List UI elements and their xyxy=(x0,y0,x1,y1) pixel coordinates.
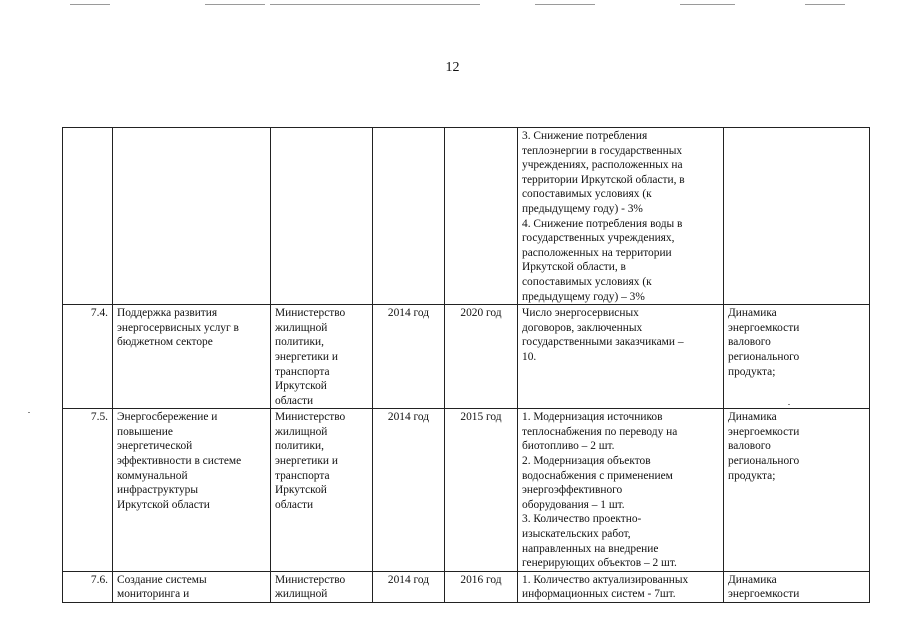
end-year-cell xyxy=(445,128,518,305)
cell-text-line: политики, xyxy=(275,336,324,349)
cell-text-line: энергоемкости xyxy=(728,425,800,438)
cell-text-line: энергетики и xyxy=(275,350,338,363)
indicators-cell xyxy=(518,128,724,305)
end-year-cell xyxy=(445,409,518,572)
indicators-cell xyxy=(518,409,724,572)
cell-text-line: энергоемкости xyxy=(728,588,800,601)
cell-text-line: Динамика xyxy=(728,307,777,320)
cell-text-line: Поддержка развития xyxy=(117,307,218,320)
cell-text-line: оборудования – 1 шт. xyxy=(522,498,625,511)
cell-text-line: расположенных на территории xyxy=(522,246,672,259)
cell-text-line: Министерство xyxy=(275,573,346,586)
cell-text-line: энергоэффективного xyxy=(522,484,623,497)
scan-speck xyxy=(788,404,790,405)
cell-text-line: Динамика xyxy=(728,573,777,586)
cell-text-line: территории Иркутской области, в xyxy=(522,173,685,186)
cell-text-line: эффективности в системе xyxy=(117,455,242,468)
cell-text-line: государственных учреждениях, xyxy=(522,232,675,245)
cell-text: 2020 год xyxy=(460,307,502,320)
cell-text: 7.4. xyxy=(90,307,108,320)
cell-text-line: транспорта xyxy=(275,469,330,482)
measures-table xyxy=(62,127,870,603)
cell-text-line: Иркутской xyxy=(275,380,327,393)
cell-text-line: мониторинга и xyxy=(117,588,190,601)
cell-text-line: Иркутской области, в xyxy=(522,261,626,274)
start-year-cell xyxy=(373,571,445,602)
end-year-cell xyxy=(445,305,518,409)
cell-text-line: области xyxy=(275,498,314,511)
cell-text-line: сопоставимых условиях (к xyxy=(522,275,652,288)
cell-text-line: энергоемкости xyxy=(728,321,800,334)
cell-text: 2014 год xyxy=(387,411,430,424)
end-year-cell xyxy=(445,571,518,602)
item-number-cell xyxy=(63,128,113,305)
cell-text-line: энергетической xyxy=(117,440,193,453)
cell-text-line: биотопливо – 2 шт. xyxy=(522,440,615,453)
result-cell xyxy=(724,128,870,305)
cell-text-line: теплоэнергии в государственных xyxy=(522,144,683,157)
result-cell xyxy=(724,305,870,409)
executor-cell xyxy=(271,571,373,602)
cell-text-line: политики, xyxy=(275,440,324,453)
table-row xyxy=(63,128,870,305)
cell-text-line: Иркутской области xyxy=(117,498,210,511)
indicators-cell xyxy=(518,305,724,409)
cell-text-line: инфраструктуры xyxy=(117,484,198,497)
item-number-cell xyxy=(63,305,113,409)
cell-text: 2016 год xyxy=(460,573,502,586)
cell-text-line: Создание системы xyxy=(117,573,207,586)
measure-name-cell xyxy=(113,409,271,572)
cell-text-line: жилищной xyxy=(275,425,328,438)
cell-text-line: регионального xyxy=(728,455,800,468)
cell-text-line: валового xyxy=(728,336,771,349)
cell-text-line: энергетики и xyxy=(275,455,338,468)
cell-text-line: бюджетном секторе xyxy=(117,336,213,349)
executor-cell xyxy=(271,409,373,572)
cell-text-line: валового xyxy=(728,440,771,453)
item-number-cell xyxy=(63,409,113,572)
cell-text-line: жилищной xyxy=(275,588,328,601)
cell-text-line: генерирующих объектов – 2 шт. xyxy=(522,557,677,570)
table-row xyxy=(63,409,870,572)
cell-text: 7.5. xyxy=(90,411,108,424)
start-year-cell xyxy=(373,409,445,572)
indicators-cell xyxy=(518,571,724,602)
cell-text-line: Динамика xyxy=(728,411,777,424)
cell-text-line: 1. Модернизация источников xyxy=(522,411,663,424)
cell-text-line: области xyxy=(275,394,314,407)
executor-cell xyxy=(271,128,373,305)
cell-text-line: учреждениях, расположенных на xyxy=(522,159,683,172)
item-number-cell xyxy=(63,571,113,602)
start-year-cell xyxy=(373,305,445,409)
cell-text: 2014 год xyxy=(387,307,430,320)
cell-text-line: водоснабжения с применением xyxy=(522,469,673,482)
page-number: 12 xyxy=(445,60,460,75)
cell-text-line: договоров, заключенных xyxy=(522,321,643,334)
cell-text-line: государственными заказчиками – xyxy=(522,336,684,349)
cell-text-line: 2. Модернизация объектов xyxy=(522,455,651,468)
cell-text-line: предыдущему году) - 3% xyxy=(522,202,643,215)
cell-text-line: предыдущему году) – 3% xyxy=(522,290,645,303)
measure-name-cell xyxy=(113,305,271,409)
cell-text-line: энергосервисных услуг в xyxy=(117,321,239,334)
cell-text-line: 1. Количество актуализированных xyxy=(522,573,689,586)
cell-text-line: изыскательских работ, xyxy=(522,528,631,541)
cell-text-line: 10. xyxy=(522,350,537,363)
measure-name-cell xyxy=(113,128,271,305)
table-row xyxy=(63,571,870,602)
cell-text: 2014 год xyxy=(387,573,430,586)
cell-text-line: Иркутской xyxy=(275,484,327,497)
cell-text: 2015 год xyxy=(460,411,502,424)
cell-text-line: продукта; xyxy=(728,365,776,378)
cell-text-line: повышение xyxy=(117,425,173,438)
result-cell xyxy=(724,409,870,572)
cell-text-line: жилищной xyxy=(275,321,328,334)
cell-text-line: 3. Снижение потребления xyxy=(522,130,648,142)
scan-speck xyxy=(28,412,30,413)
result-cell xyxy=(724,571,870,602)
cell-text-line: Министерство xyxy=(275,411,346,424)
cell-text-line: Число энергосервисных xyxy=(522,307,639,320)
executor-cell xyxy=(271,305,373,409)
measure-name-cell xyxy=(113,571,271,602)
table-row xyxy=(63,305,870,409)
cell-text-line: 3. Количество проектно- xyxy=(522,513,642,526)
cell-text-line: Энергосбережение и xyxy=(117,411,218,424)
cell-text-line: продукта; xyxy=(728,469,776,482)
cell-text-line: транспорта xyxy=(275,365,330,378)
cell-text-line: направленных на внедрение xyxy=(522,542,659,555)
cell-text-line: регионального xyxy=(728,350,800,363)
scan-artifacts xyxy=(0,4,905,10)
cell-text-line: сопоставимых условиях (к xyxy=(522,188,652,201)
cell-text-line: информационных систем - 7шт. xyxy=(522,588,676,601)
cell-text-line: 4. Снижение потребления воды в xyxy=(522,217,683,230)
cell-text: 7.6. xyxy=(90,573,108,586)
start-year-cell xyxy=(373,128,445,305)
cell-text-line: Министерство xyxy=(275,307,346,320)
cell-text-line: теплоснабжения по переводу на xyxy=(522,425,678,438)
cell-text-line: коммунальной xyxy=(117,469,188,482)
